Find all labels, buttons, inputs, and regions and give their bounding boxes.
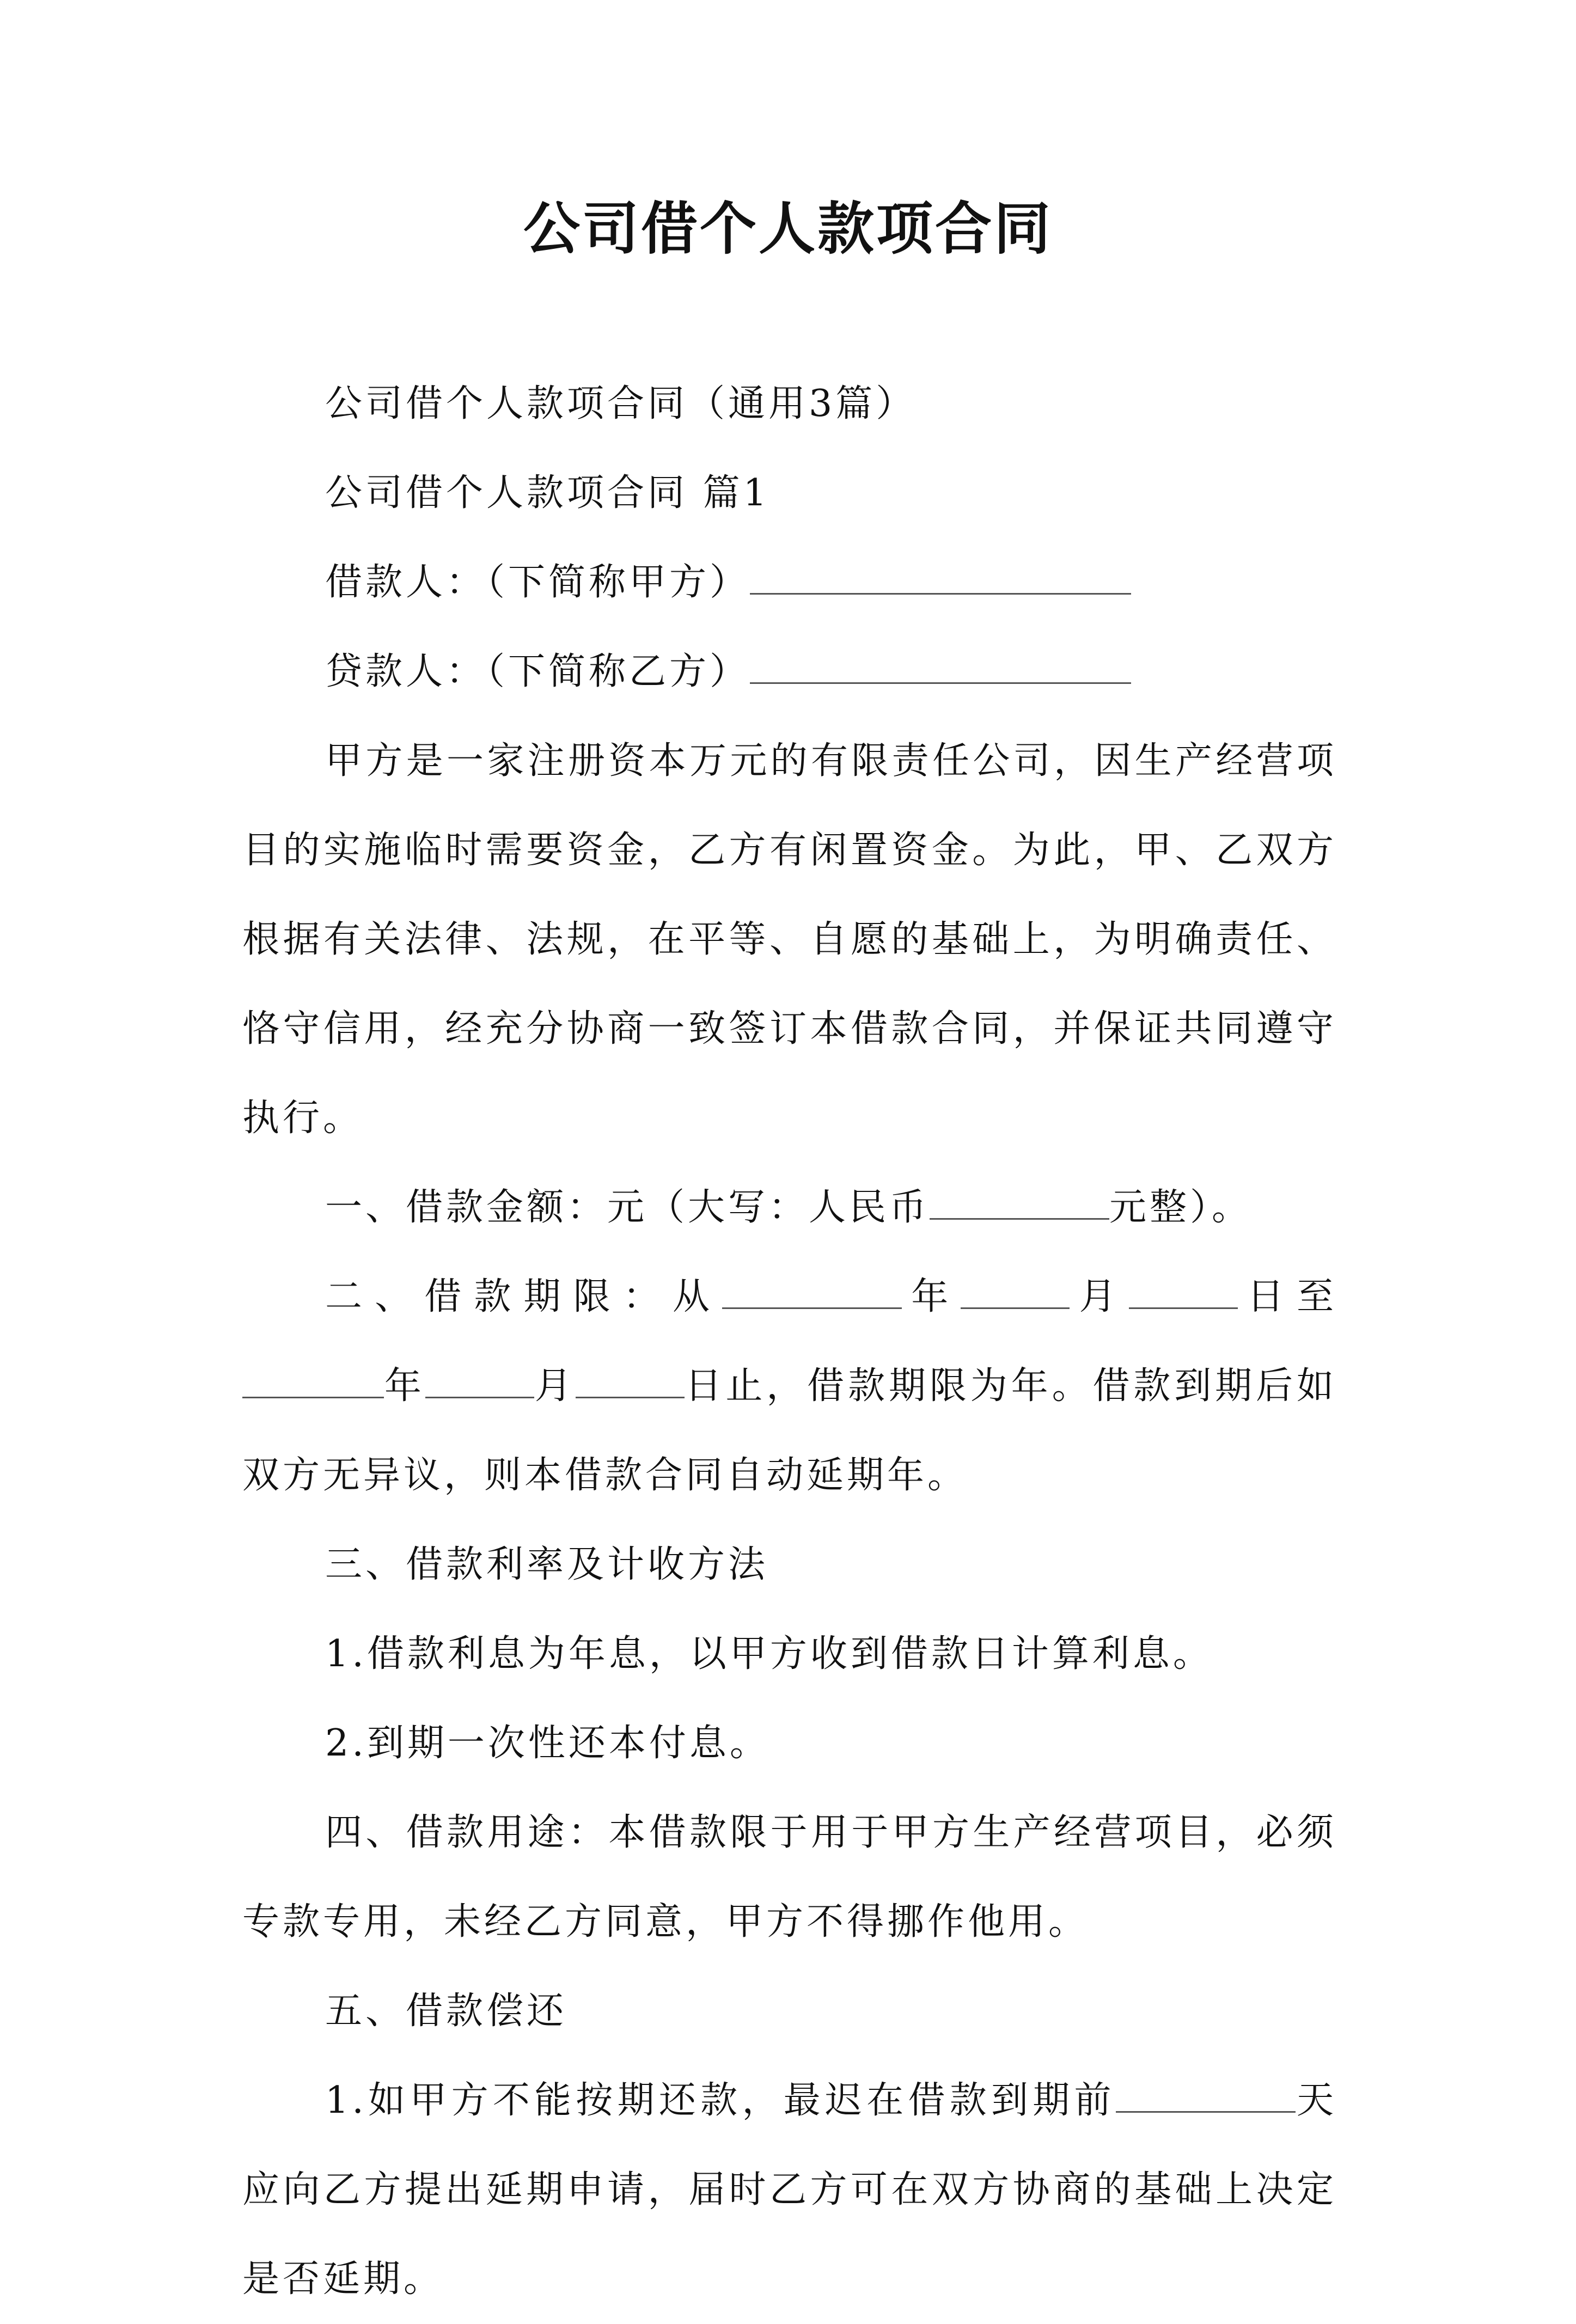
clause-2-rest: 日止，借款期限为年。借款到期后如双方无异议，则本借款合同自动延期年。: [242, 1365, 1337, 1497]
intro-paragraph: 甲方是一家注册资本万元的有限责任公司，因生产经营项目的实施临时需要资金，乙方有闲置资金。为此，甲、乙双方根据有关法律、法规，在平等、自愿的基础上，为明确责任、恪守信用，经充分协商一致签订本借款合同，并保证共同遵守执行。: [242, 739, 1337, 1140]
clause-2-year2: 年: [384, 1365, 425, 1408]
clause-2-day1: 日至: [1237, 1275, 1337, 1318]
clause-2-month2: 月: [534, 1365, 576, 1408]
days-blank: [1116, 2078, 1296, 2113]
start-day-blank: [1129, 1275, 1238, 1309]
end-month-blank: [425, 1364, 534, 1398]
clause-2-month1: 月: [1070, 1275, 1129, 1318]
clause-3-heading: 三、借款利率及计收方法: [325, 1543, 769, 1586]
end-year-blank: [242, 1364, 384, 1398]
section-heading: 公司借个人款项合同 篇1: [325, 472, 770, 515]
clause-5-1-before: 1.如甲方不能按期还款，最迟在借款到期前: [325, 2079, 1116, 2122]
borrower-line: [242, 538, 1337, 627]
clause-4-purpose: 四、借款用途：本借款限于用于甲方生产经营项目，必须专款专用，未经乙方同意，甲方不得挪作他用。: [242, 1811, 1337, 1943]
document-body: [242, 359, 1337, 2324]
document-title: 公司借个人款项合同: [523, 195, 1053, 262]
clause-2-part1: 二、借款期限：从: [325, 1275, 723, 1318]
clause-2-term: [242, 1252, 1337, 1520]
start-year-blank: [722, 1275, 902, 1309]
borrower-blank: [750, 560, 1131, 595]
amount-blank: [930, 1185, 1109, 1220]
lender-label: 贷款人：（下简称乙方）: [325, 650, 750, 693]
lender-blank: [750, 650, 1131, 684]
clause-3-item-1: 1.借款利息为年息，以甲方收到借款日计算利息。: [325, 1632, 1213, 1675]
clause-1-before: 一、借款金额：元（大写：人民币: [325, 1186, 930, 1229]
borrower-label: 借款人：（下简称甲方）: [325, 561, 750, 604]
clause-5-heading: 五、借款偿还: [325, 1990, 567, 2033]
end-day-blank: [576, 1364, 685, 1398]
subtitle-paragraph: 公司借个人款项合同（通用3篇）: [325, 382, 917, 425]
clause-3-item-2: 2.到期一次性还本付息。: [325, 1722, 770, 1765]
start-month-blank: [961, 1275, 1070, 1309]
lender-line: [242, 627, 1337, 717]
clause-1-amount: [242, 1163, 1337, 1252]
clause-1-after: 元整）。: [1109, 1186, 1253, 1229]
clause-5-item-1: [242, 2056, 1337, 2324]
clause-2-year1: 年: [902, 1275, 961, 1318]
clause-5-1-after: 天应向乙方提出延期申请，届时乙方可在双方协商的基础上决定是否延期。: [242, 2079, 1337, 2301]
